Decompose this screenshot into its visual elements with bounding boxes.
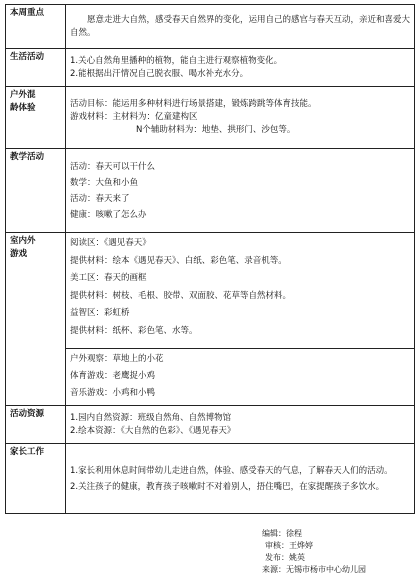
outdoor-aux-materials: N个辅助材料为：地垫、拱形门、沙包等。 — [136, 125, 296, 135]
row-daily-life — [6, 49, 415, 87]
row-weekly-focus — [6, 5, 415, 49]
teaching-item: 活动：春天可以干什么 — [70, 161, 156, 172]
weekly-plan-table — [5, 4, 415, 514]
parents-cell — [66, 444, 415, 514]
parents-item: 2.关注孩子的健康，教育孩子咳嗽时不对着别人，捂住嘴巴，在家提醒孩子多饮水。 — [70, 481, 385, 492]
outdoor-game-item: 户外观察：草地上的小花 — [70, 354, 164, 364]
row-outdoor-games — [6, 349, 415, 406]
footer-editor: 编辑：徐程 — [262, 529, 302, 538]
label-games-line2: 游戏 — [10, 249, 28, 259]
row-indoor-games — [6, 233, 415, 349]
row-outdoor-mixed-age — [6, 87, 415, 149]
resources-cell — [66, 406, 415, 444]
daily-life-cell — [66, 49, 415, 87]
label-outdoor-line2: 龄体验 — [10, 103, 36, 113]
outdoor-games-cell — [66, 349, 415, 406]
indoor-item: 提供材料：树枝、毛根、胶带、双面胶、花草等自然材料。 — [70, 290, 292, 301]
outdoor-game-item: 音乐游戏：小鸡和小鸭 — [70, 388, 156, 398]
indoor-item: 提供材料：绘本《遇见春天》、白纸、彩色笔、录音机等。 — [70, 255, 287, 266]
label-weekly-focus: 本周重点 — [6, 5, 66, 49]
publication-footer — [262, 528, 366, 576]
parents-item: 1.家长利用休息时间带幼儿走进自然，体验、感受春天的气息，了解春天人们的活动。 — [70, 465, 393, 476]
label-teaching: 教学活动 — [6, 149, 66, 233]
outdoor-goal: 活动目标：能运用多种材料进行场景搭建，锻炼跨跳等体育技能。 — [70, 99, 317, 109]
daily-life-line: 1.关心自然角里播种的植物，能自主进行观察植物变化。 — [70, 55, 283, 66]
label-indoor-outdoor-games — [6, 233, 66, 406]
indoor-item: 益智区：彩虹桥 — [70, 308, 130, 318]
teaching-item: 健康：咳嗽了怎么办 — [70, 209, 147, 220]
footer-reviewer: 审核：王烨婷 — [265, 541, 313, 550]
label-outdoor-mixed-age — [6, 87, 66, 149]
weekly-focus-content: 愿意走进大自然，感受春天自然界的变化，运用自己的感官与春天互动，亲近和喜爱大自然。 — [70, 14, 411, 38]
label-daily-life: 生活活动 — [6, 49, 66, 87]
indoor-games-cell — [66, 233, 415, 349]
indoor-item: 阅读区：《遇见春天》 — [70, 238, 151, 248]
label-resources: 活动资源 — [6, 406, 66, 444]
row-parents — [6, 444, 415, 514]
outdoor-game-item: 体育游戏：老鹰捉小鸡 — [70, 371, 156, 381]
footer-source: 来源：无锡市杨市中心幼儿园 — [262, 565, 366, 574]
resource-item: 2.绘本资源：《大自然的色彩》、《遇见春天》 — [70, 425, 236, 436]
indoor-item: 美工区：春天的画框 — [70, 273, 147, 283]
teaching-item: 数学：大鱼和小鱼 — [70, 177, 139, 188]
row-teaching — [6, 149, 415, 233]
outdoor-cell — [66, 87, 415, 149]
footer-publisher: 发布：姚英 — [265, 553, 305, 562]
teaching-cell — [66, 149, 415, 233]
daily-life-line: 2.能根据出汗情况自己脱衣服、喝水补充水分。 — [70, 68, 249, 79]
label-outdoor-line1: 户外混 — [10, 90, 36, 100]
resource-item: 1.园内自然资源：班级自然角、自然博物馆 — [70, 412, 232, 423]
indoor-item: 提供材料：纸杯、彩色笔、水等。 — [70, 325, 198, 336]
teaching-item: 活动：春天来了 — [70, 193, 130, 204]
outdoor-materials: 游戏材料：主材料为：亿童建构区 — [70, 112, 198, 122]
weekly-focus-text — [66, 5, 415, 49]
row-resources — [6, 406, 415, 444]
label-parents: 家长工作 — [6, 444, 66, 514]
label-games-line1: 室内外 — [10, 236, 36, 246]
